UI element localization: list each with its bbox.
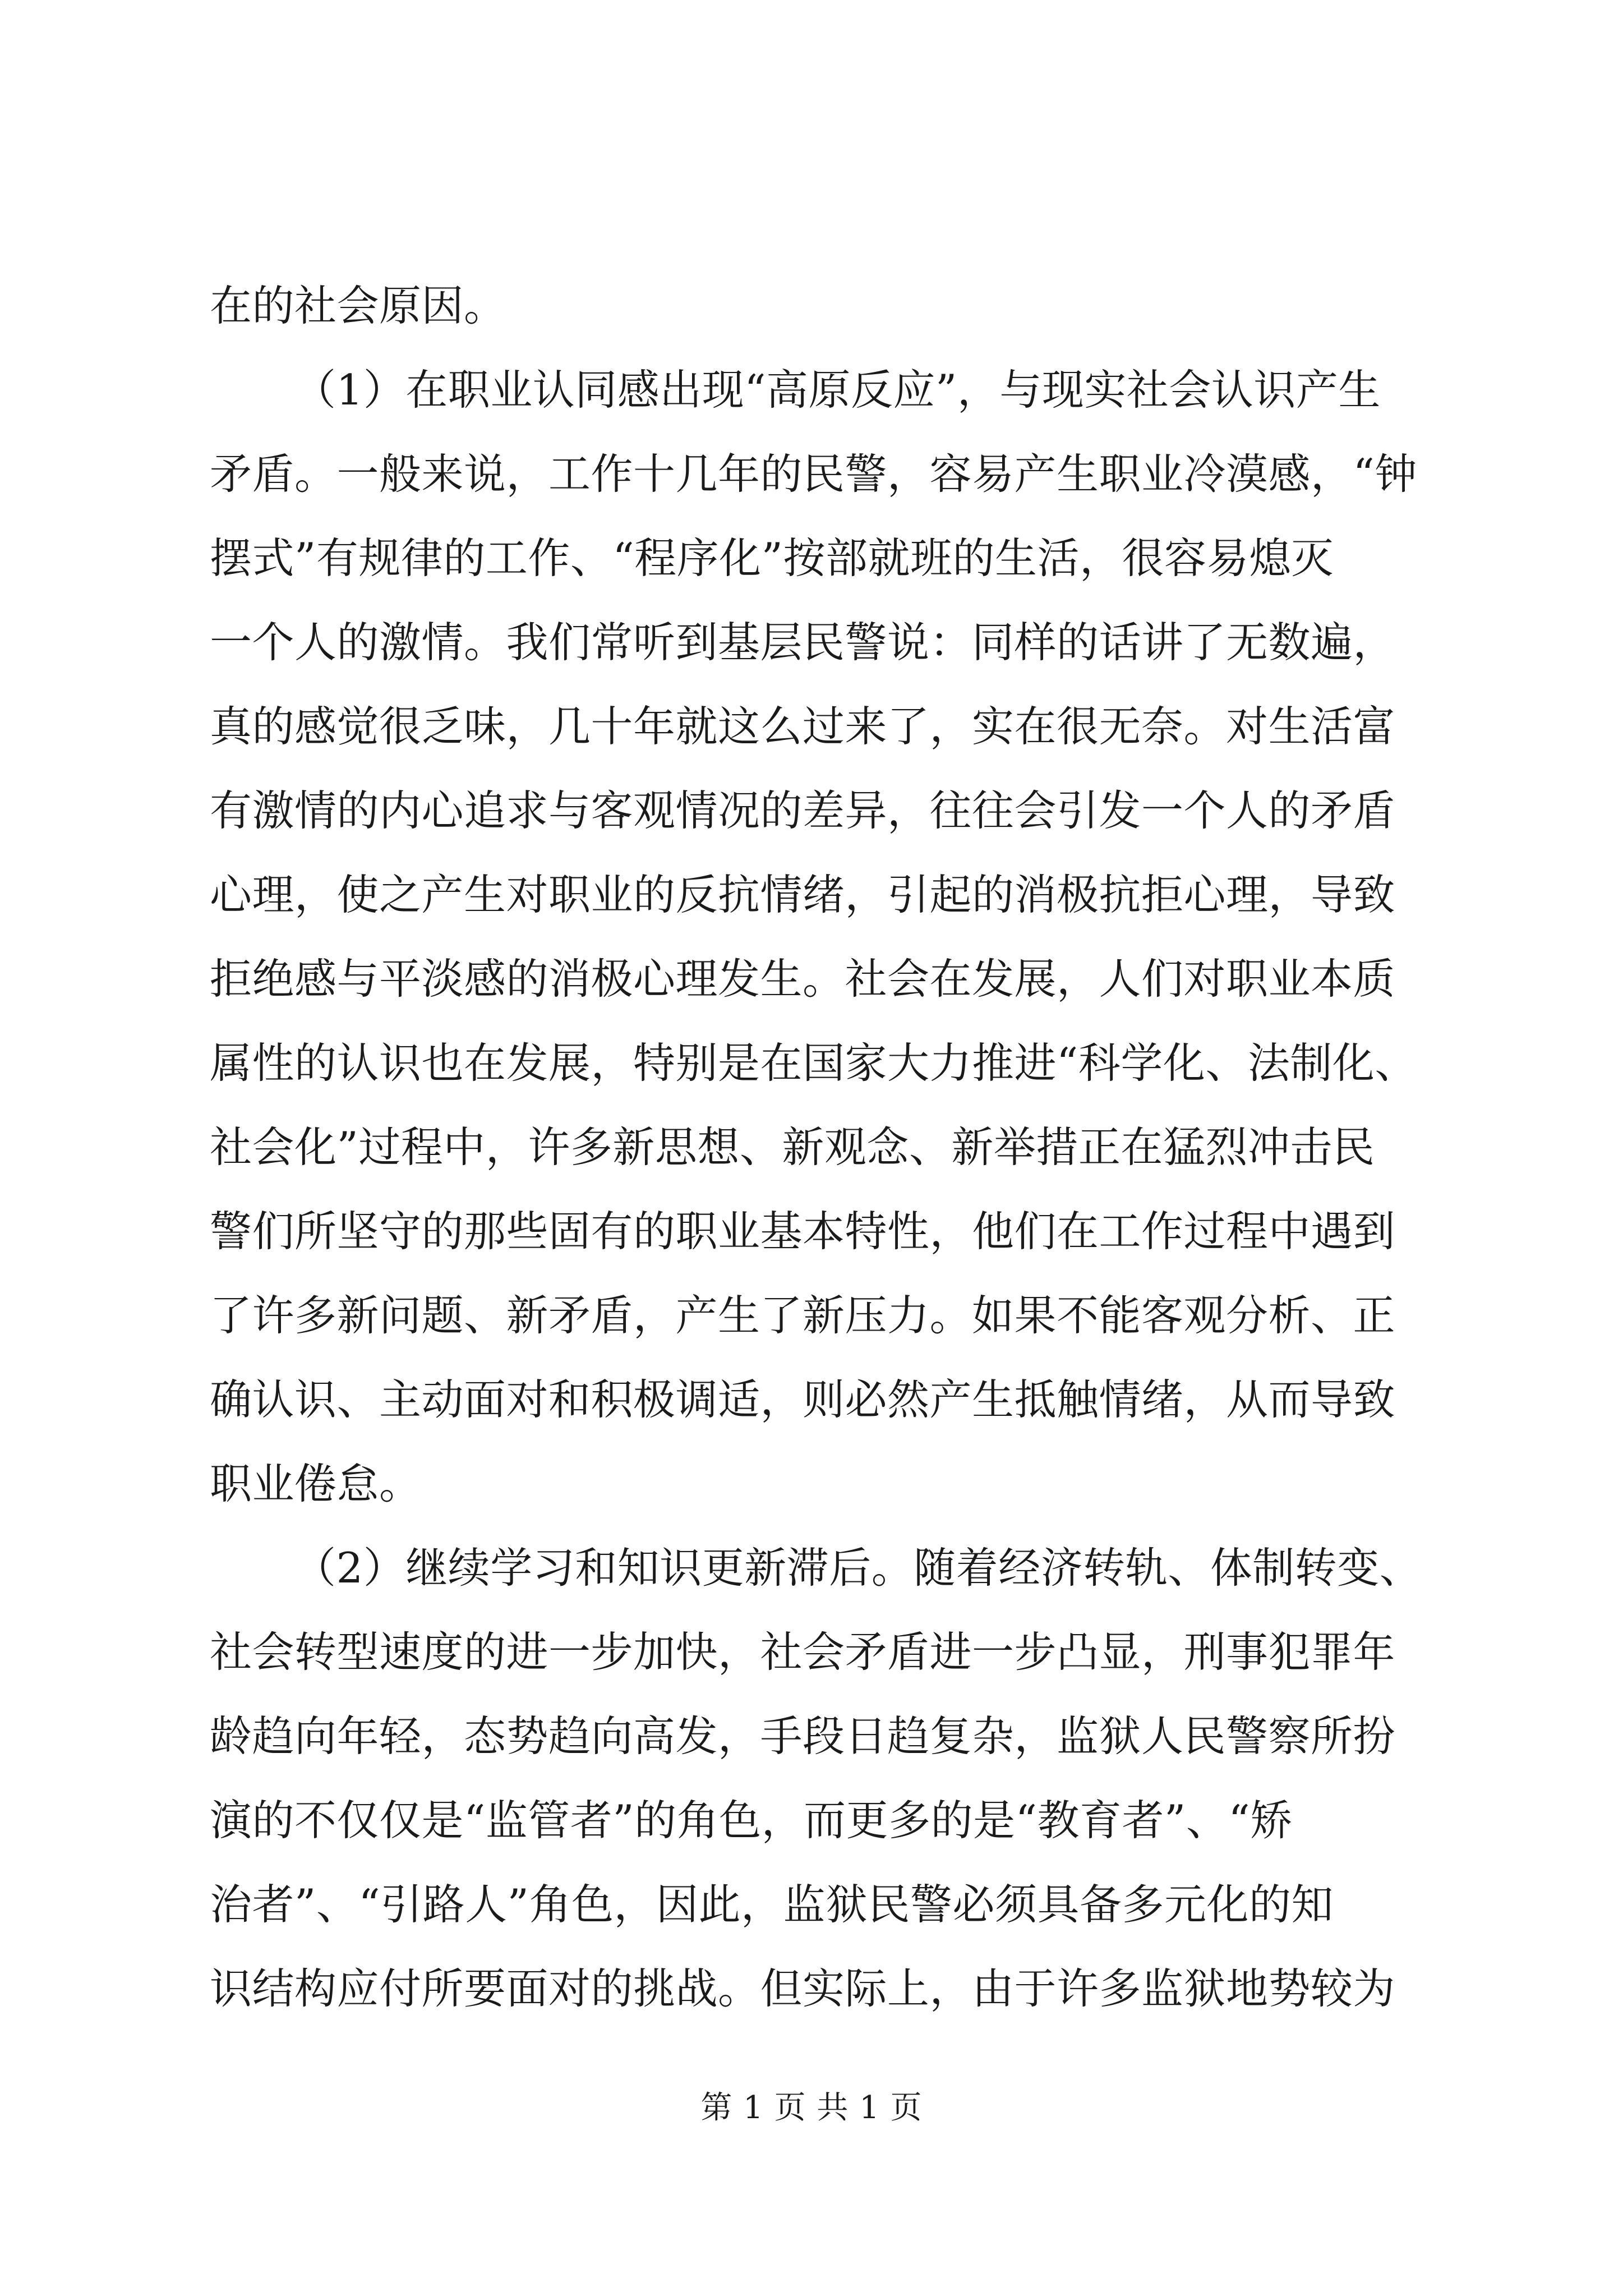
text-line: （1）在职业认同感出现“高原反应”，与现实社会认识产生 — [294, 365, 1381, 415]
text-line: 演的不仅仅是“监管者”的角色，而更多的是“教育者”、“矫 — [210, 1796, 1293, 1845]
text-line: 摆式”有规律的工作、“程序化”按部就班的生活，很容易熄灭 — [210, 533, 1334, 583]
text-line: 一个人的激情。我们常听到基层民警说：同样的话讲了无数遍， — [210, 618, 1396, 667]
text-line: 社会转型速度的进一步加快，社会矛盾进一步凸显，刑事犯罪年 — [210, 1627, 1396, 1677]
text-line: 社会化”过程中，许多新思想、新观念、新举措正在猛烈冲击民 — [210, 1122, 1375, 1172]
text-line: 职业倦怠。 — [210, 1459, 422, 1508]
text-line: 治者”、“引路人”角色，因此，监狱民警必须具备多元化的知 — [210, 1880, 1334, 1929]
text-line: 真的感觉很乏味，几十年就这么过来了，实在很无奈。对生活富 — [210, 702, 1396, 751]
text-line: 龄趋向年轻，态势趋向高发，手段日趋复杂，监狱人民警察所扮 — [210, 1711, 1396, 1761]
text-line: 矛盾。一般来说，工作十几年的民警，容易产生职业冷漠感，“钟 — [210, 449, 1417, 499]
text-line: 在的社会原因。 — [210, 281, 506, 330]
text-line: 确认识、主动面对和积极调适，则必然产生抵触情绪，从而导致 — [210, 1375, 1396, 1424]
text-line: 识结构应付所要面对的挑战。但实际上，由于许多监狱地势较为 — [210, 1964, 1396, 2013]
text-line: 了许多新问题、新矛盾，产生了新压力。如果不能客观分析、正 — [210, 1291, 1396, 1340]
text-line: 拒绝感与平淡感的消极心理发生。社会在发展，人们对职业本质 — [210, 954, 1396, 1004]
page-footer: 第 1 页 共 1 页 — [700, 2090, 923, 2126]
text-line: 警们所坚守的那些固有的职业基本特性，他们在工作过程中遇到 — [210, 1207, 1396, 1256]
text-line: （2）继续学习和知识更新滞后。随着经济转轨、体制转变、 — [294, 1543, 1422, 1593]
text-line: 属性的认识也在发展，特别是在国家大力推进“科学化、法制化、 — [210, 1038, 1417, 1088]
text-line: 有激情的内心追求与客观情况的差异，往往会引发一个人的矛盾 — [210, 786, 1396, 835]
text-line: 心理，使之产生对职业的反抗情绪，引起的消极抗拒心理，导致 — [210, 870, 1396, 919]
